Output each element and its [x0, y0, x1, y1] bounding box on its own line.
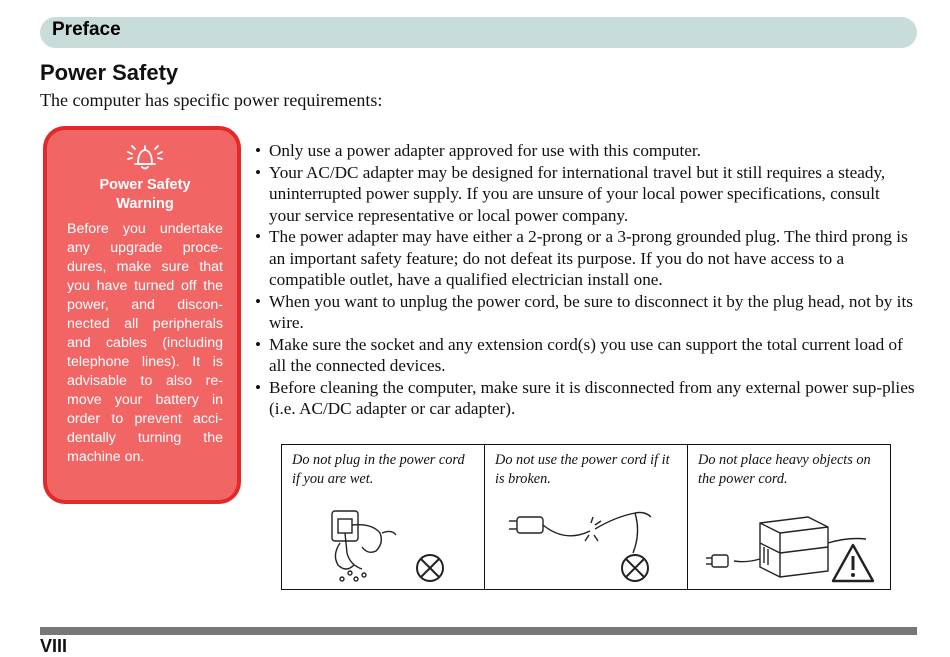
- list-item: • Before cleaning the computer, make sure it is disconnected from any external power sup-plies (i.e. AC/DC adapter or car adapter).: [255, 377, 915, 418]
- books-on-cord-icon: [698, 503, 878, 585]
- list-item: • Your AC/DC adapter may be designed for international travel but it still requires a steady, uninterrupted power supply. If you are unsure of your local power specifications, consult your service representative or local power company.: [255, 162, 886, 225]
- chapter-label: Preface: [52, 19, 121, 40]
- power-safety-warning-box: [43, 126, 241, 504]
- list-item: • When you want to unplug the power cord, be sure to disconnect it by the plug head, not by its wire.: [255, 291, 913, 332]
- broken-cord-icon: [495, 503, 675, 585]
- illustration-caption: Do not plug in the power cord if you are wet.: [292, 452, 465, 487]
- list-item: • The power adapter may have either a 2-prong or a 3-prong grounded plug. The third prong is an important safety feature; do not defeat its purpose. If you do not have access to a compatible outlet, have a qualified electrician install one.: [255, 227, 908, 289]
- illustration-cell-heavy: [688, 445, 890, 589]
- wet-hands-plug-icon: [292, 503, 472, 585]
- warning-triangle-icon: [833, 545, 873, 581]
- illustration-caption: Do not place heavy objects on the power cord.: [698, 452, 871, 487]
- prohibited-icon: [417, 555, 443, 581]
- alarm-bell-icon: [126, 142, 164, 174]
- page-number: VIII: [40, 636, 68, 656]
- warning-body: Before you undertake any upgrade proce-dures, make sure that you have turned off the power, and discon-nected all peripherals and cables (including telephone lines). It is advisable to also re-move your battery in order to prevent acci-dentally turning the machine on.: [67, 221, 223, 465]
- illustration-cell-wet: [282, 445, 485, 589]
- safety-illustration-table: [281, 444, 891, 590]
- power-safety-bullet-list: [255, 140, 915, 420]
- footer-rule: [40, 627, 917, 635]
- warning-title: Power Safety Warning: [99, 177, 191, 212]
- list-item: • Make sure the socket and any extension cord(s) you use can support the total current load of all the connected devices.: [255, 334, 903, 375]
- list-item: • Only use a power adapter approved for use with this computer.: [255, 141, 701, 160]
- illustration-caption: Do not use the power cord if it is broken.: [495, 452, 670, 487]
- prohibited-icon: [622, 555, 648, 581]
- intro-text: The computer has specific power requirements:: [40, 90, 383, 110]
- page-title: Power Safety: [40, 60, 179, 85]
- chapter-header-bar: [40, 17, 917, 48]
- illustration-cell-broken: [485, 445, 688, 589]
